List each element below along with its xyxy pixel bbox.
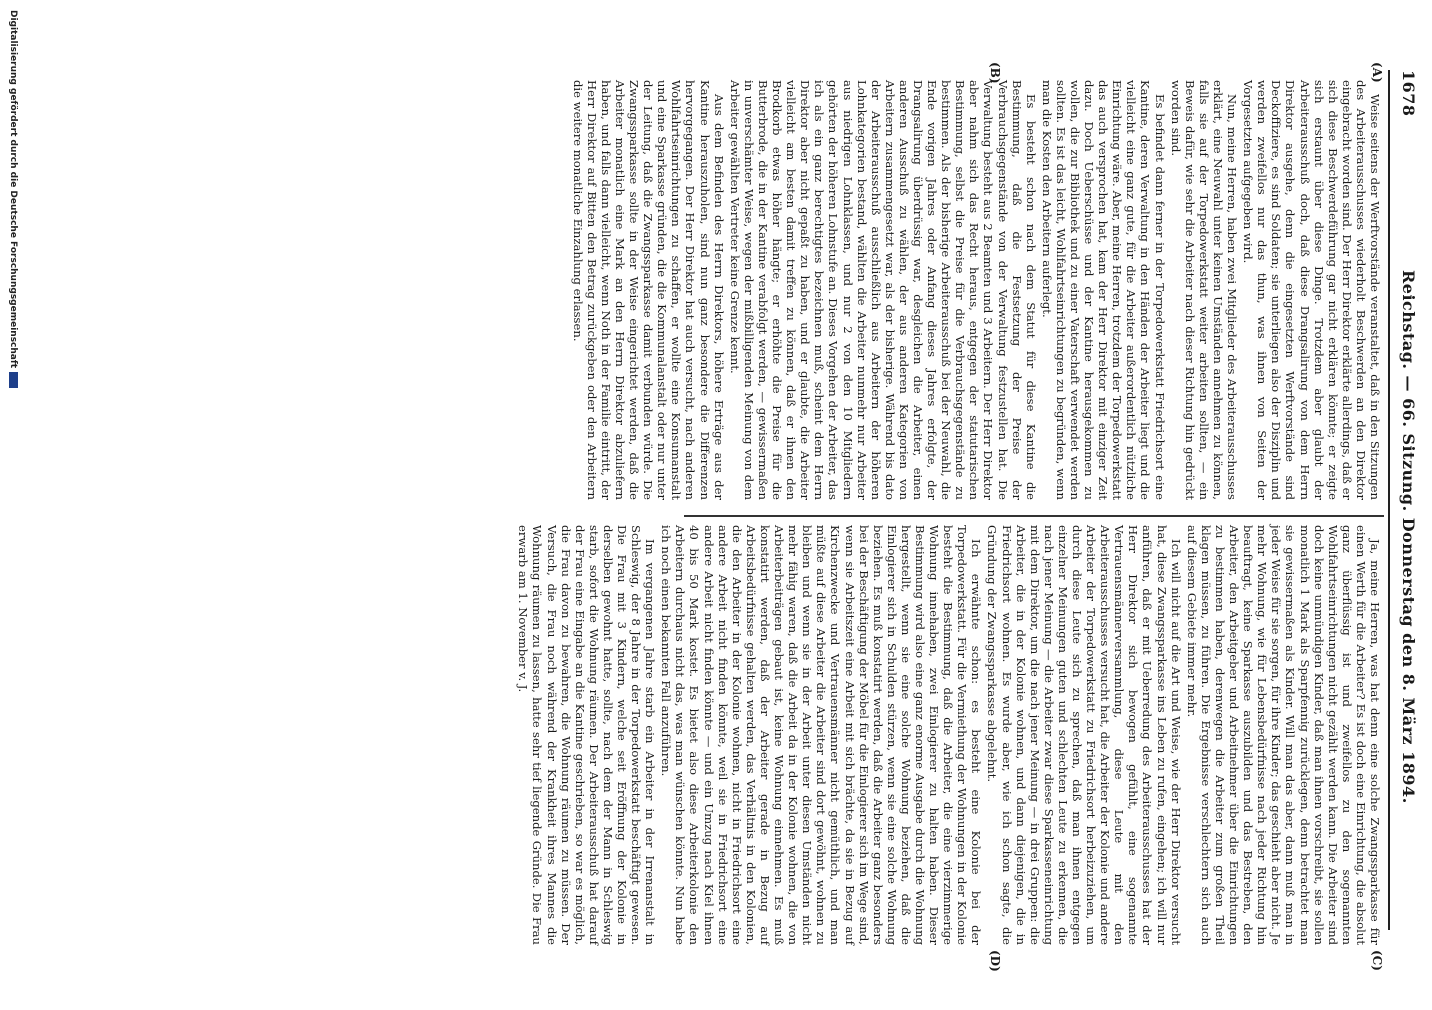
- header-rule: [1388, 70, 1390, 930]
- page-number: 1678: [1399, 70, 1418, 117]
- paragraph: Ich erwähnte schon: es besteht eine Kolonie bei der Torpedowerkstatt. Für die Vermiethung der Wohnungen in der Kolonie besteht die Bestimmung, daß die Arbeiter, die eine vierzimmerige Wohnung innehaben, zwei Einlogierer zu halten haben. Dieser Bestimmung wird also eine ganz enorme Ausgabe durch die Wohnung hergestellt, wenn sie eine solche Wohnung beziehen, daß die Einlogierer sich in Schulden stürzen, wenn sie eine solche Wohnung beziehen. Es muß konstatirt werden, daß die Arbeiter ganz besonders bei der Beschäftigung der Möbel für die Einlogierer sich im Wege sind, wenn sie Arbeitszeit eine Arbeit mit sich brächte, da sie in Bezug auf Kirchenzwecke und Vertrauensmänner nicht gemüthlich, und man müßte auf diese Arbeiter die Arbeiter sind dort gewöhnt, wohnen zu bleiben und wenn sie in der Arbeit unter diesen Umständen nicht mehr fähig waren, daß die Arbeit da in der Kolonie wohnen, die von Arbeiterbeiträgen gebaut ist, keine Wohnung einnehmen. Es muß konstatirt werden, daß der Arbeiter gerade in Bezug auf Arbeitsbedürfnisse gehalten werden, das Verhältnis in den Kolonien, die den Arbeiter in der Kolonie wohnen, nicht in Friedrichsort eine andere Arbeit nicht finden könnte, weil sie in Friedrichsort eine andere Arbeit nicht finden könnte — und ein Umzug nach Kiel ihnen 40 bis 50 Mark kostet. Es bietet also diese Arbeiterkolonie den Arbeitern durchaus nicht das, was man wünschen könnte. Nun habe ich noch einen bekannten Fall anzuführen.: [659, 525, 984, 945]
- left-column: [570, 80, 1382, 500]
- paragraph: Ich will nicht auf die Art und Weise, wie der Herr Direktor versucht hat, diese Zwangssparkasse ins Leben zu rufen, eingehen; ich will nur anführen, daß er mit Ueberredung des Arbeiterausschusses hat der Herr Direktor sich bewogen gefühlt, eine sogenannte Vertrauensmännerversammlung, diese Leute mit den Arbeiterausschusses versucht hat, die Arbeiter der Kolonie und andere Arbeiter der Torpedowerkstatt zu Friedrichsort herbeizuziehen, um durch diese Leute sich zu sprechen, daß man ihnen entgegen einzelner Meinungen guten und schlechten Leute zu erkennen, die nach jener Meinung — die Arbeiter zwar diese Sparkasseneinrichtung mit dem Direktor, um die nach jener Meinung — in drei Gruppen: die Arbeiter, die in der Kolonie wohnen, und dann diejenigen, die in Friedrichsort wohnen. Es wurde aber, wie ich schon sagte, die Gründung der Zwangssparkasse abgelehnt.: [985, 525, 1183, 945]
- paragraph: Im vergangenen Jahre starb ein Arbeiter in der Irrenanstalt in Schleswig, der 8 Jahre in der Torpedowerkstatt beschäftigt gewesen. Die Frau mit 3 Kindern, welche seit Eröffnung der Kolonie in derselben gewohnt hatte, sollte, nach dem der Mann in Schleswig starb, sofort die Wohnung räumen. Der Arbeiterausschuß hat darauf der Frau eine Eingabe an die Kantine geschrieben, so war es möglich, die Frau davon zu bewahren, die Wohnung räumen zu müssen. Der Versuch, die Frau noch während der Krankheit ihres Mannes die Wohnung räumen zu lassen, hatte sehr tief liegende Gründe. Die Frau erwarb am 1. November v. J.: [516, 525, 658, 945]
- digitization-credit: [0, 0, 18, 1010]
- paragraph: Ja, meine Herren, was hat denn eine solche Zwangssparkasse für einen Werth für die Arbeiter? Es ist doch eine Einrichtung, die absolut ganz überflüssig ist und zweifellos zu den sogenannten Wohlfahrtseinrichtungen nicht gezählt werden kann. Die Arbeiter sind doch keine unmündigen Kinder, daß man ihnen vorschreibt, sie sollen monatlich 1 Mark als Sparpfennig zurücklegen, denn betrachtet man sie gewissermaßen als Kinder. Will man das aber, dann muß man in jeder Weise für sie sorgen, für ihre Kinder; das geschieht aber nicht. Je mehr Wohnung, wie für Lebensbedürfnisse nach jeder Richtung hin beauftragt, keine Sparkasse auszubilden und das Bestreben, den Arbeiter, den Arbeitgeber und Arbeitnehmer über die Einrichtungen zu bestimmen haben, derenwegen die Arbeiter zum großen Theil klagen müssen, zu führen. Die Ergebnisse verschlechtern sich auch auf diesem Gebiete immer mehr.: [1184, 525, 1382, 945]
- paragraph: Es besteht schon nach dem Statut für diese Kantine die Bestimmung, daß die Festsetzung der Preise der Verbrauchsgegenstände von der Verwaltung festzustellen hat. Die Verwaltung besteht aus 2 Beamten und 3 Arbeitern. Der Herr Direktor aber nahm sich das Recht heraus, entgegen der statutarischen Bestimmung, selbst die Preise für die Verbrauchsgegenstände zu bestimmen. Als der bisherige Arbeiterausschuß bei der Neuwahl, die Ende vorigen Jahres oder Anfang dieses Jahres erfolgte, der Drangsalirung überdrüssig war, desgleichen die Arbeiter, einen anderen Ausschuß zu wählen, der aus anderen Kategorien von Arbeitern zusammengesetzt war, als der bisherige. Während bis dato der Arbeiterausschuß ausschließlich aus Arbeitern der höheren Lohnkategorien bestand, wählten die Arbeiter nunmehr nur Arbeiter aus niedrigen Lohnklassen, und nur 2 von den 10 Mitgliedern gehörten der höheren Lohnstufe an. Dieses Vorgehen der Arbeiter, das ich als ein ganz berechtigtes bezeichnen muß, scheint dem Herrn Direktor aber nicht gepaßt zu haben, und er glaubte, die Arbeiter vielleicht am besten damit treffen zu können, daß er ihnen den Brodkorb etwas höher hängte; er erhöhte die Preise für die Butterbrode, die in der Kantine verabfolgt werden, — gewissermaßen in unverschämter Weise, wegen der mißbilligenden Meinung von dem Arbeiter gewählten Vertreter keine Grenze kennt.: [727, 80, 1038, 500]
- margin-marker-d: (D): [988, 950, 1002, 972]
- dfg-logo-icon: [9, 372, 18, 388]
- page-header: [1388, 70, 1418, 950]
- paragraph: Weise seitens der Werftvorstände veranstaltet, daß in den Sitzungen des Arbeiterausschusses wiederholt Beschwerden an den Direktor eingebracht worden sind. Der Herr Direktor erklärte allerdings, daß er sich diese Beschwerdeführung gar nicht erklären könnte; er zeigte sich erstaunt über diese Dinge. Trotzdem aber glaubt der Arbeiterausschuß doch, daß diese Drangsalirung von dem Herrn Direktor ausgehe, denn die eingesetzten Werftvorstände sind Deckoffiziere, es sind Soldaten; sie unterliegen also der Disziplin und werden zweifellos nur das thun, was ihnen von Seiten der Vorgesetzten aufgegeben wird.: [1241, 80, 1382, 500]
- margin-marker-a: (A): [1370, 62, 1384, 83]
- paragraph: Es befindet dann ferner in der Torpedowerkstatt Friedrichsort eine Kantine, deren Verwaltung in den Händen der Arbeiter liegt und die vielleicht eine ganz gute, für die Arbeiter außerordentlich nützliche Einrichtung wäre. Aber, meine Herren, trotzdem der Torpedowerkstatt das auch versprochen hat, kam der Herr Direktor mit einziger Zeit dazu. Doch Ueberschüsse und der Kantine herausgekommen zu wollen, die zur Bibliothek und zu einer Vaterschaft verwendet werden sollten. Es ist das leicht, Wohlfahrtseinrichtungen zu begründen, wenn man die Kosten den Arbeitern auferlegt.: [1039, 80, 1167, 500]
- paragraph: Aus dem Befinden des Herrn Direktors, höhere Erträge aus der Kantine herauszuholen, sind nun ganz besondere die Differenzen hervorgegangen. Der Herr Direktor hat auch versucht, nach anderen Wohlfahrtseinrichtungen zu schaffen, er wollte eine Konsumanstalt und eine Sparkasse gründen, die die Kommunalanstalt oder nur unter der Leitung, daß die Zwangssparkasse damit verbunden würde. Die Zwangssparkasse sollte in der Weise eingerichtet werden, daß die Arbeiter monatlich eine Mark an den Herrn Direktor abzuliefern haben, und falls dann vielleicht, wenn Noth in der Familie eintritt, der Herr Direktor auf Bitten den Betrag zurückgeben oder den Arbeitern die weitere monatliche Einzahlung erlassen.: [570, 80, 726, 500]
- right-column: [516, 525, 1382, 945]
- page-title: Reichstag. — 66. Sitzung. Donnerstag den 8. März 1894.: [1399, 270, 1418, 804]
- footer-text: Digitalisierung gefördert durch die Deutsche Forschungsgemeinschaft: [8, 10, 18, 369]
- column-divider: [684, 515, 1384, 517]
- margin-marker-b: (B): [988, 62, 1002, 84]
- margin-marker-c: (C): [1370, 950, 1384, 971]
- paragraph: Nun, meine Herren, haben zwei Mitglieder des Arbeiterausschusses erklärt, eine Neuwahl unter keinen Umständen annehmen zu können, falls sie auf der Torpedowerkstatt weiter arbeiten sollten, — ein Beweis dafür, wie sehr die Arbeiter nach dieser Richtung hin gedrückt worden sind.: [1168, 80, 1240, 500]
